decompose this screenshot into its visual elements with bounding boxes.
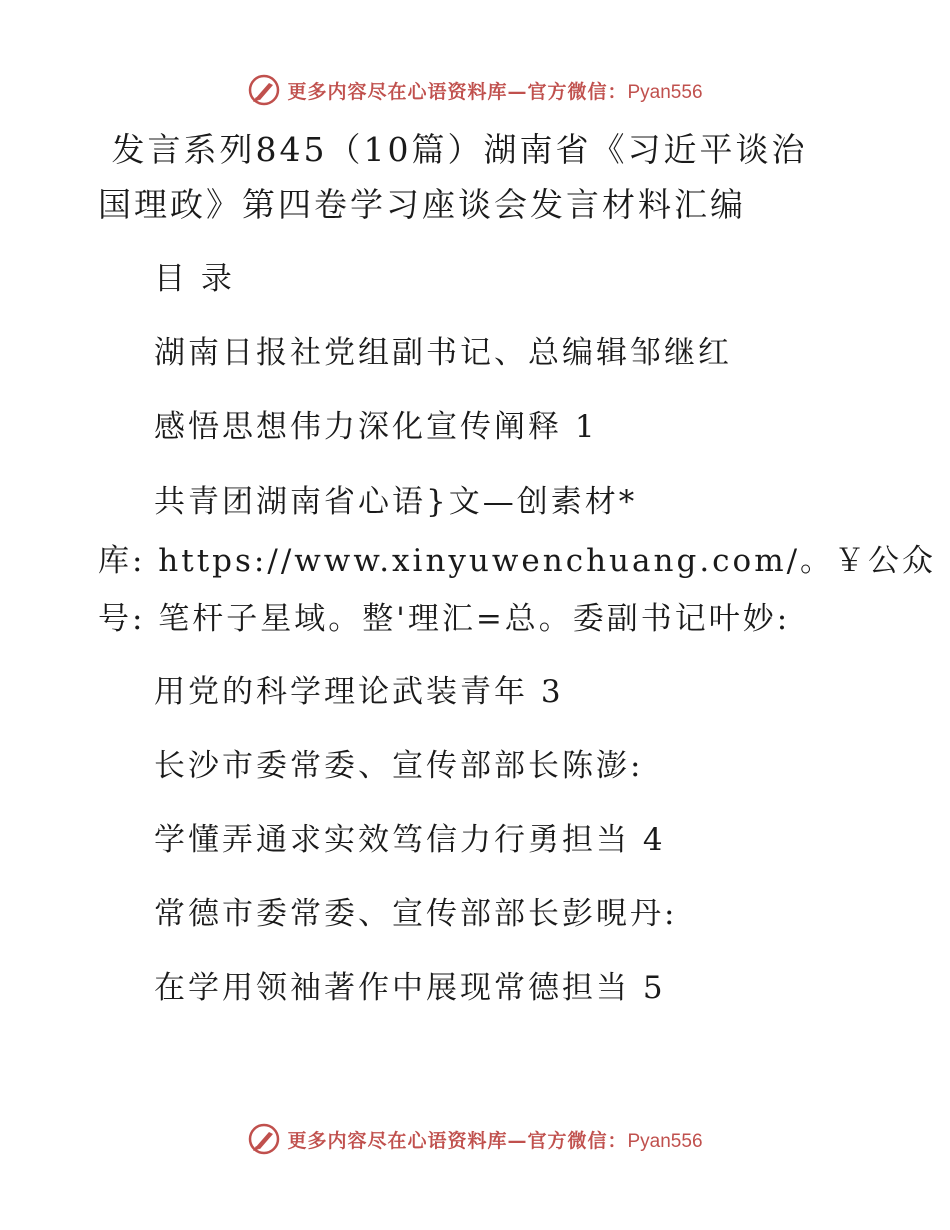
toc-line: 湖南日报社党组副书记、总编辑邹继红 [154, 335, 732, 371]
watermark-text: 更多内容尽在心语资料库—官方微信：Pyan556 [287, 1129, 703, 1152]
toc-line: 库: https://www.xinyuwenchuang.com/。￥公众 [98, 543, 937, 579]
watermark-header [0, 70, 950, 110]
toc-line: 常德市委常委、宣传部部长彭晛丹: [154, 896, 678, 932]
toc-line: 长沙市委常委、宣传部部长陈澎: [154, 748, 644, 784]
toc-line: 在学用领袖著作中展现常德担当 5 [154, 970, 666, 1006]
toc-line: 感悟思想伟力深化宣传阐释 1 [154, 409, 598, 445]
toc-line: 共青团湖南省心语}文—创素材* [154, 484, 638, 520]
pen-logo-icon [247, 1122, 281, 1156]
pen-logo-icon [247, 73, 281, 107]
toc-line: 学懂弄通求实效笃信力行勇担当 4 [154, 822, 666, 858]
watermark-footer [0, 1119, 950, 1159]
watermark-handle: Pyan556 [627, 81, 703, 103]
document-title: 发言系列845（10篇）湖南省《习近平谈治国理政》第四卷学习座谈会发言材料汇编 [98, 130, 808, 224]
toc-line: 用党的科学理论武装青年 3 [154, 674, 564, 710]
toc-line: 号: 笔杆子星域。整'理汇=总。委副书记叶妙: [98, 601, 791, 637]
watermark-text: 更多内容尽在心语资料库—官方微信：Pyan556 [287, 80, 703, 103]
watermark-handle: Pyan556 [627, 1130, 703, 1152]
toc-heading: 目 录 [154, 261, 235, 297]
